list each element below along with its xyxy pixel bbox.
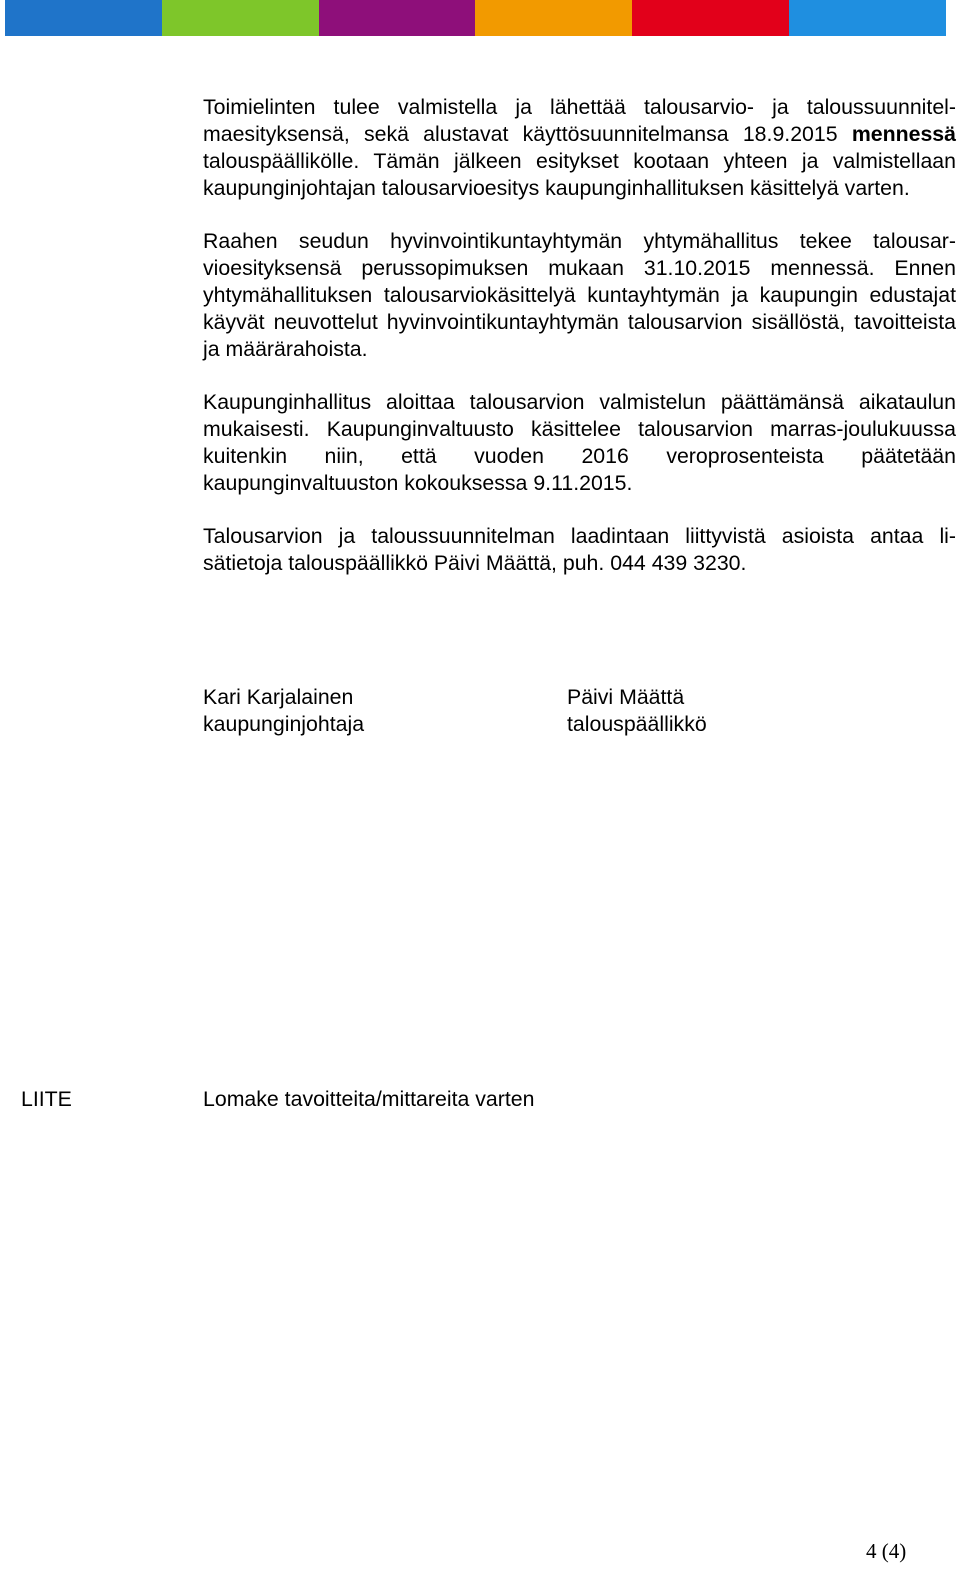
paragraph-joint-authority: Raahen seudun hyvinvointikuntayhtymän yhtymähallitus tekee talousarvioesityksensä perussopimuksen mukaan 31.10.2015 mennessä. Ennen yhtymähallituksen talousarviokäsittelyä kuntayhtymän ja kaupungin edustajat käyvät neuvottelut hyvinvointikuntayhtymän talousarvion sisällöstä, tavoitteista ja määrärahoista. (203, 229, 956, 361)
signature-title: kaupunginjohtaja (203, 712, 365, 736)
signature-title: talouspäällikkö (567, 712, 707, 736)
signature-kaupunginjohtaja (203, 684, 364, 738)
paragraph-1-bold: mennessä (851, 122, 956, 146)
color-bar-segment-red (632, 0, 789, 36)
signature-talouspaallikko (567, 684, 707, 738)
paragraph-city-board: Kaupunginhallitus aloittaa talousarvion valmistelun päättämänsä aikataulun mukaisesti. Kaupunginvaltuusto käsittelee talousarvion marras-joulukuussa kuitenkin niin, että vuoden 2016 veroprosenteista päätetään kaupunginvaltuuston kokouksessa 9.11.2015. (203, 390, 956, 495)
page-number: 4 (4) (866, 1539, 907, 1563)
document-body (203, 94, 956, 603)
header-color-bar (5, 0, 946, 36)
signature-name: Kari Karjalainen (203, 685, 354, 709)
paragraph-contact-info: Talousarvion ja taloussuunnitelman laadintaan liittyvistä asioista antaa lisätietoja talouspäällikkö Päivi Määttä, puh. 044 439 3230. (203, 524, 956, 575)
color-bar-segment-green (162, 0, 319, 36)
attachment-description: Lomake tavoitteita/mittareita varten (203, 1087, 535, 1111)
signature-name: Päivi Määttä (567, 685, 685, 709)
paragraph-budget-submission (203, 94, 956, 202)
paragraph-1-part-2: talouspäällikölle. Tämän jälkeen esitykset kootaan yhteen ja valmistellaan kaupunginjohtajan talousarvioesitys kaupunginhallituksen käsittelyä varten. (203, 149, 956, 200)
attachment-label: LIITE (21, 1087, 72, 1111)
color-bar-segment-orange (475, 0, 632, 36)
paragraph-1-part-1: Toimielinten tulee valmistella ja lähettää talousarvio- ja taloussuunnitelmaesityksensä, sekä alustavat käyttösuunnitelmansa 18.9.2015 (203, 95, 956, 146)
color-bar-segment-purple (319, 0, 476, 36)
color-bar-segment-blue (5, 0, 162, 36)
color-bar-segment-lightblue (789, 0, 946, 36)
